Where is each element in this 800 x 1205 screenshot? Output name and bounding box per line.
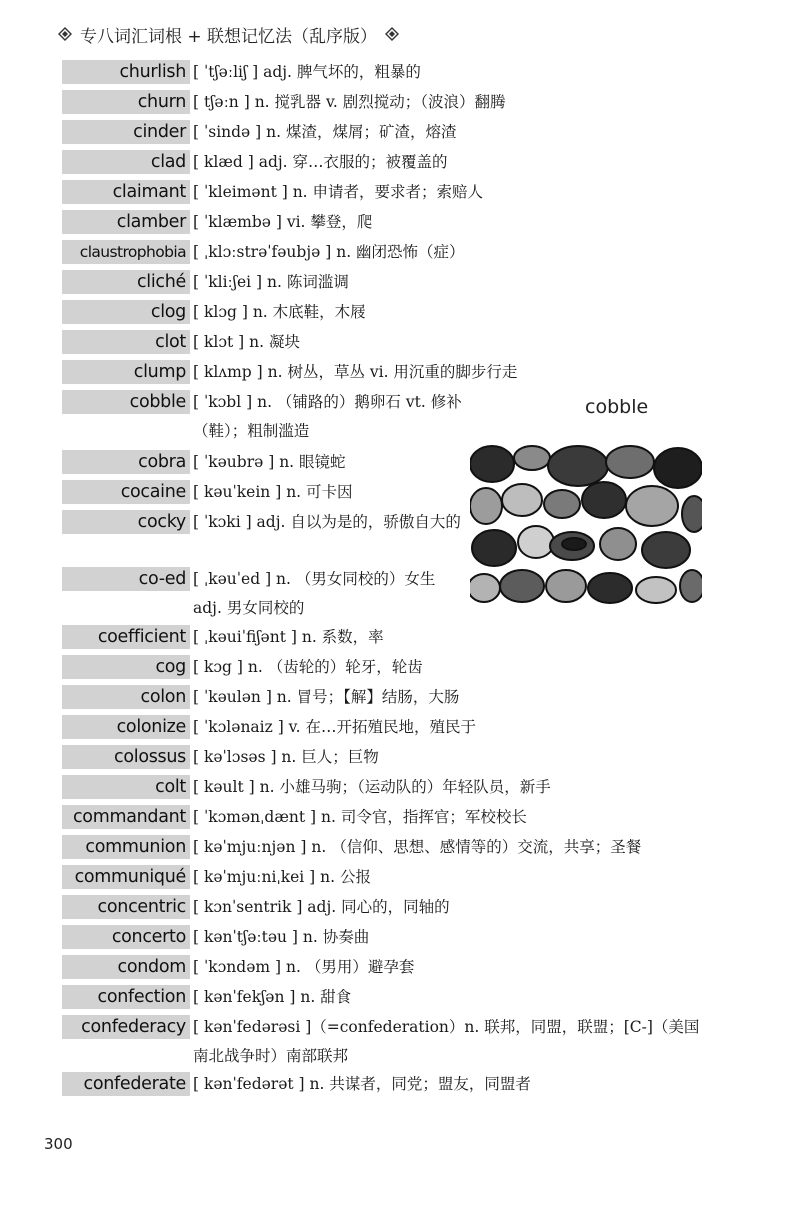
definition: [ ˈkleimənt ] n. 申请者，要求者；索赔人 [193, 183, 484, 201]
definition: [ ˈsində ] n. 煤渣，煤屑；矿渣，熔渣 [193, 123, 457, 141]
definition: [ klæd ] adj. 穿…衣服的；被覆盖的 [193, 153, 448, 171]
definition: [ ˈkəulən ] n. 冒号；【解】结肠，大肠 [193, 688, 460, 706]
headword: concentric [62, 895, 190, 919]
header-title: 专八词汇词根 + 联想记忆法（乱序版） [80, 26, 378, 47]
definition: [ ˈkliːʃei ] n. 陈词滥调 [193, 273, 349, 291]
headword: commandant [62, 805, 190, 829]
headword: claimant [62, 180, 190, 204]
definition: [ ˌklɔːstrəˈfəubjə ] n. 幽闭恐怖（症） [193, 243, 465, 261]
headword: colon [62, 685, 190, 709]
definition: [ ˈkɔki ] adj. 自以为是的，骄傲自大的 [193, 513, 461, 531]
cobblestone-illustration [470, 444, 702, 604]
headword: cocaine [62, 480, 190, 504]
headword: cobra [62, 450, 190, 474]
headword: cliché [62, 270, 190, 294]
definition: [ kəˈmjuːniˌkei ] n. 公报 [193, 868, 371, 886]
definition: [ ˈkɔbl ] n. （铺路的）鹅卵石 vt. 修补（鞋）；粗制滥造 [193, 393, 462, 440]
definition: [ ˈkɔndəm ] n. （男用）避孕套 [193, 958, 415, 976]
diamond-icon [58, 27, 72, 41]
headword: churlish [62, 60, 190, 84]
headword: confection [62, 985, 190, 1009]
definition: [ klɔg ] n. 木底鞋，木屐 [193, 303, 366, 321]
headword: co-ed [62, 567, 190, 591]
headword: cinder [62, 120, 190, 144]
headword: cocky [62, 510, 190, 534]
headword: clog [62, 300, 190, 324]
headword: clamber [62, 210, 190, 234]
headword: clump [62, 360, 190, 384]
page-number: 300 [44, 1135, 73, 1153]
definition: [ klɔt ] n. 凝块 [193, 333, 300, 351]
definition: [ ˈkɔmənˌdænt ] n. 司令官，指挥官；军校校长 [193, 808, 527, 826]
definition: [ kənˈfedərət ] n. 共谋者，同党；盟友，同盟者 [193, 1075, 531, 1093]
diamond-icon [385, 27, 399, 41]
running-header [58, 20, 399, 48]
definition: [ ˈkɔlənaiz ] v. 在…开拓殖民地，殖民于 [193, 718, 476, 736]
headword: confederacy [62, 1015, 190, 1039]
definition: [ kənˈfedərəsi ]（=confederation）n. 联邦，同盟，联盟；[C-]（美国南北战争时）南部联邦 [193, 1018, 700, 1065]
headword: churn [62, 90, 190, 114]
definition: [ ˈtʃəːliʃ ] adj. 脾气坏的，粗暴的 [193, 63, 421, 81]
headword: condom [62, 955, 190, 979]
definition: [ kɔg ] n. （齿轮的）轮牙，轮齿 [193, 658, 423, 676]
definition: [ kənˈfekʃən ] n. 甜食 [193, 988, 352, 1006]
definition: [ ˌkəuˈed ] n. （男女同校的）女生 adj. 男女同校的 [193, 570, 436, 617]
headword: cog [62, 655, 190, 679]
definition: [ ˌkəuiˈfiʃənt ] n. 系数，率 [193, 628, 384, 646]
definition: [ kəˈmjuːnjən ] n. （信仰、思想、感情等的）交流，共享；圣餐 [193, 838, 642, 856]
headword: colt [62, 775, 190, 799]
headword: claustrophobia [62, 240, 190, 264]
headword: concerto [62, 925, 190, 949]
headword: colossus [62, 745, 190, 769]
headword: communiqué [62, 865, 190, 889]
image-caption: cobble [585, 396, 649, 418]
definition: [ kənˈtʃəːtəu ] n. 协奏曲 [193, 928, 370, 946]
definition: [ kəult ] n. 小雄马驹；（运动队的）年轻队员，新手 [193, 778, 551, 796]
definition: [ kəuˈkein ] n. 可卡因 [193, 483, 353, 501]
definition: [ kəˈlɔsəs ] n. 巨人；巨物 [193, 748, 379, 766]
headword: coefficient [62, 625, 190, 649]
headword: confederate [62, 1072, 190, 1096]
headword: clot [62, 330, 190, 354]
headword: colonize [62, 715, 190, 739]
definition: [ klʌmp ] n. 树丛，草丛 vi. 用沉重的脚步行走 [193, 363, 518, 381]
headword: clad [62, 150, 190, 174]
definition: [ ˈklæmbə ] vi. 攀登，爬 [193, 213, 373, 231]
definition: [ tʃəːn ] n. 搅乳器 v. 剧烈搅动；（波浪）翻腾 [193, 93, 506, 111]
headword: cobble [62, 390, 190, 414]
definition: [ kɔnˈsentrik ] adj. 同心的，同轴的 [193, 898, 450, 916]
headword: communion [62, 835, 190, 859]
definition: [ ˈkəubrə ] n. 眼镜蛇 [193, 453, 346, 471]
